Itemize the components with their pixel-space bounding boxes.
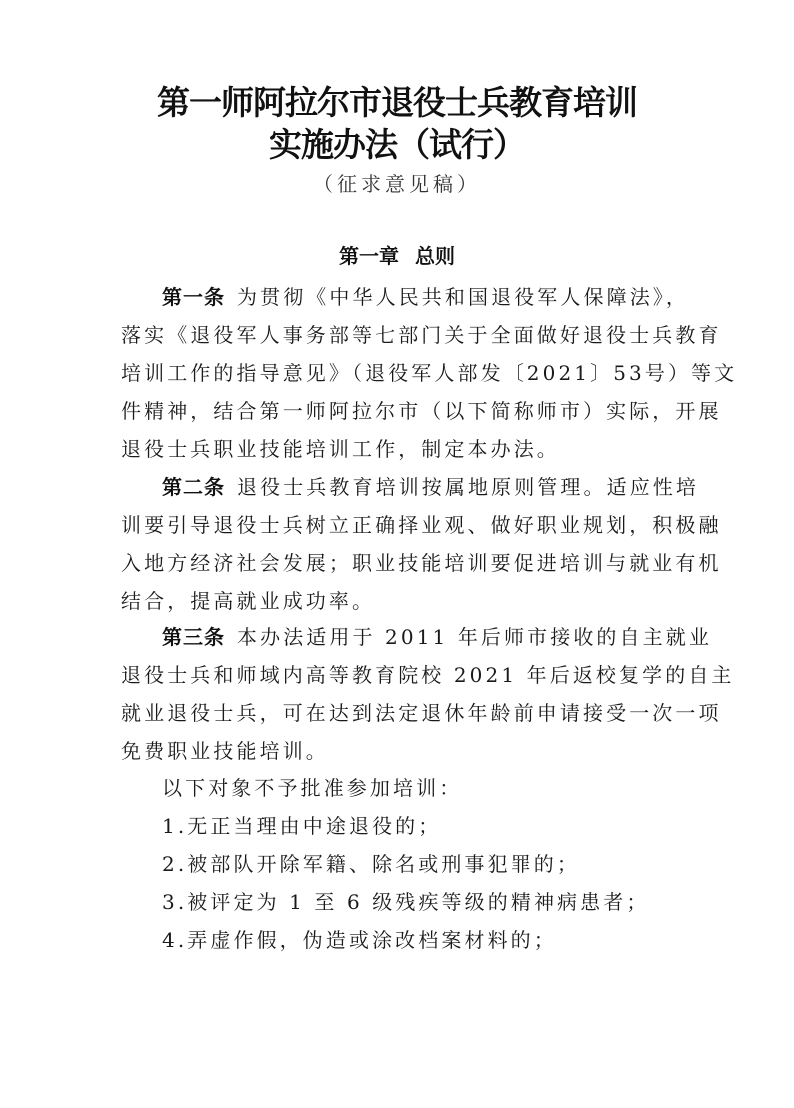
article-text: 为贯彻《中华人民共和国退役军人保障法》， <box>237 285 689 309</box>
document-subtitle: （征求意见稿） <box>313 172 481 196</box>
article-1-line-2: 落实《退役军人事务部等七部门关于全面做好退役士兵教育 <box>121 323 722 347</box>
document-title-line1: 第一师阿拉尔市退役士兵教育培训 <box>157 83 637 122</box>
article-1-label: 第一条 <box>162 285 225 309</box>
article-3-line-2: 退役士兵和师域内高等教育院校 2021 年后返校复学的自主 <box>121 663 735 687</box>
exclusion-item-4: 4.弄虚作假，伪造或涂改档案材料的； <box>162 928 557 952</box>
article-text: 本办法适用于 2011 年后师市接收的自主就业 <box>237 625 712 649</box>
chapter-name: 总则 <box>415 244 455 268</box>
article-1-line-5: 退役士兵职业技能培训工作，制定本办法。 <box>121 437 560 461</box>
article-1-line-3: 培训工作的指导意见》（退役军人部发〔2021〕53号）等文 <box>121 361 738 385</box>
exclusion-item-2: 2.被部队开除军籍、除名或刑事犯罪的； <box>162 852 580 876</box>
article-3-line-4: 免费职业技能培训。 <box>121 739 329 763</box>
document-title-line2: 实施办法（试行） <box>269 125 525 164</box>
article-2-line-3: 入地方经济社会发展；职业技能培训要促进培训与就业有机 <box>121 551 722 575</box>
exclusion-item-3: 3.被评定为 1 至 6 级残疾等级的精神病患者； <box>162 890 650 914</box>
article-2-label: 第二条 <box>162 475 225 499</box>
exclusion-intro: 以下对象不予批准参加培训： <box>162 776 463 800</box>
article-2-line-1 <box>162 472 699 502</box>
article-1-line-1 <box>162 282 689 312</box>
article-3-label: 第三条 <box>162 625 225 649</box>
chapter-heading <box>0 241 794 271</box>
article-text: 退役士兵教育培训按属地原则管理。适应性培 <box>237 475 699 499</box>
exclusion-item-1: 1.无正当理由中途退役的； <box>162 814 442 838</box>
article-2-line-4: 结合，提高就业成功率。 <box>121 589 376 613</box>
chapter-number: 第一章 <box>339 244 399 268</box>
article-3-line-3: 就业退役士兵，可在达到法定退休年龄前申请接受一次一项 <box>121 701 722 725</box>
article-2-line-2: 训要引导退役士兵树立正确择业观、做好职业规划，积极融 <box>121 513 722 537</box>
article-3-line-1 <box>162 622 712 652</box>
article-1-line-4: 件精神，结合第一师阿拉尔市（以下简称师市）实际，开展 <box>121 399 722 423</box>
